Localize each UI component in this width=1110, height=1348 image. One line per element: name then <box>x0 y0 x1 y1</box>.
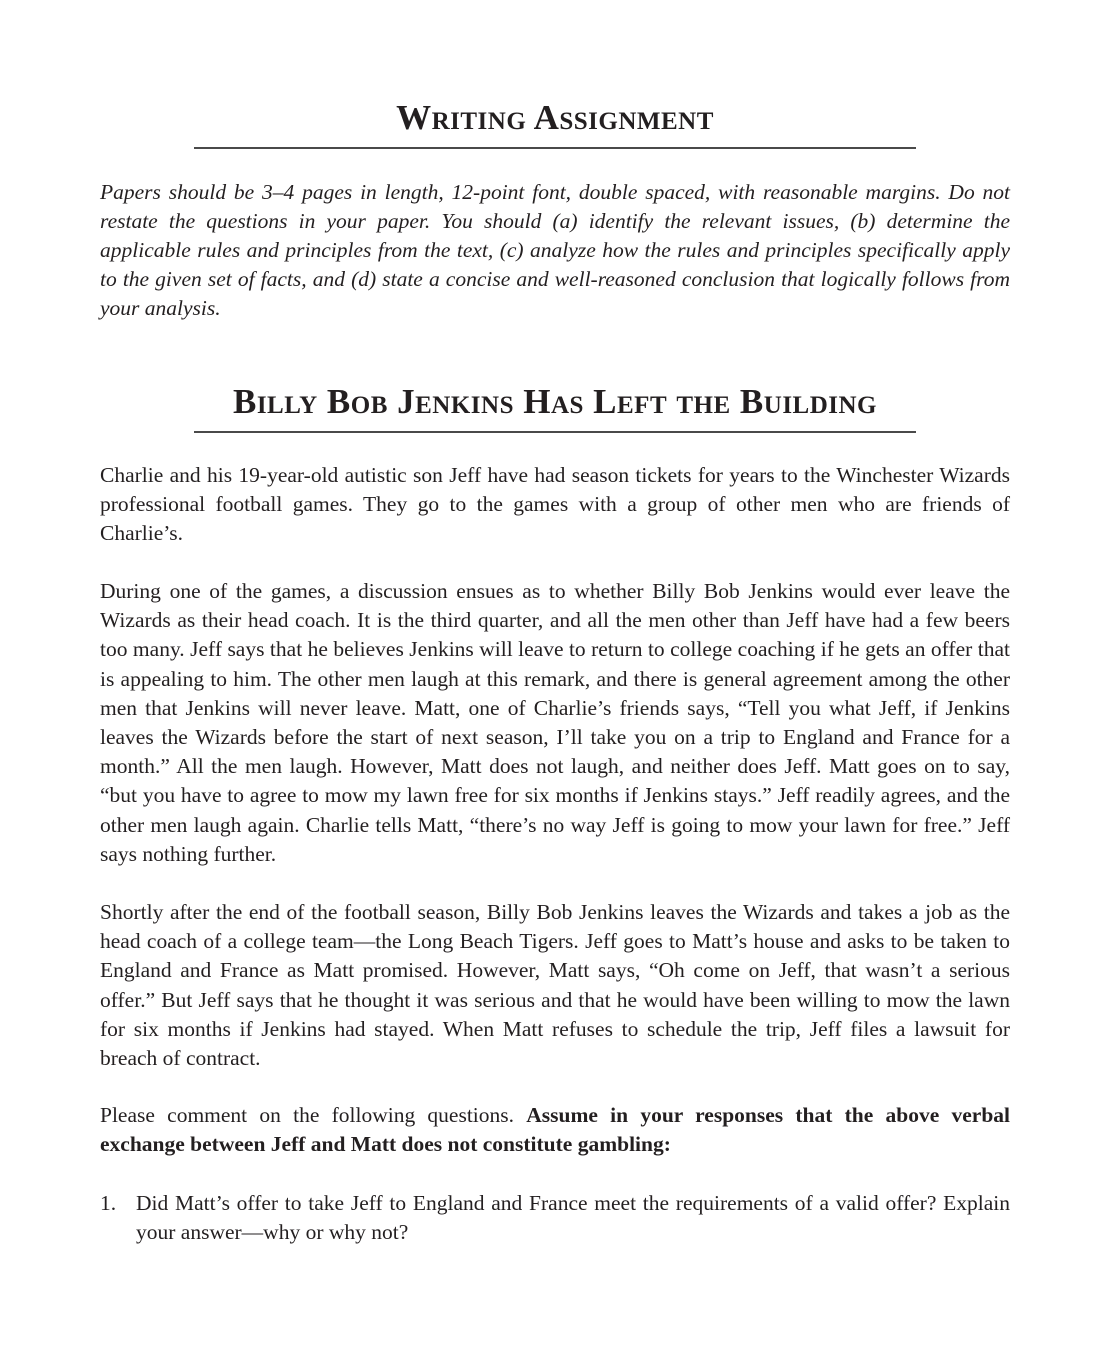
question-text: Did Matt’s offer to take Jeff to England and France meet the requirements of a valid offer? Explain your answer—why or why not? <box>136 1191 1010 1245</box>
heading-divider <box>194 147 916 149</box>
question-item <box>100 1189 1010 1247</box>
questions-prompt <box>100 1101 1010 1159</box>
prompt-assumption: Assume in your responses that the above verbal exchange between Jeff and Matt does not constitute gambling: <box>100 1103 1011 1157</box>
case-title-divider <box>194 431 916 433</box>
case-paragraph: Charlie and his 19-year-old autistic son Jeff have had season tickets for years to the Winchester Wizards professional football games. They go to the games with a group of other men who are friends of Charlie’s. <box>100 463 1010 546</box>
writing-assignment-heading: Writing Assignment <box>396 98 714 137</box>
prompt-intro: Please comment on the following questions. <box>100 1103 527 1127</box>
assignment-instructions: Papers should be 3–4 pages in length, 12-point font, double spaced, with reasonable margins. Do not restate the questions in your paper. You should (a) identify the relevant issues, (b) determine the applicable rules and principles from the text, (c) analyze how the rules and principles specifically apply to the given set of facts, and (d) state a concise and well-reasoned conclusion that logically follows from your analysis. <box>100 180 1010 320</box>
question-list <box>100 1189 1010 1247</box>
case-paragraph: Shortly after the end of the football season, Billy Bob Jenkins leaves the Wizards and takes a job as the head coach of a college team—the Long Beach Tigers. Jeff goes to Matt’s house and asks to be taken to England and France as Matt promised. However, Matt says, “Oh come on Jeff, that wasn’t a serious offer.” But Jeff says that he thought it was serious and that he would have been willing to mow the lawn for six months if Jenkins had stayed. When Matt refuses to schedule the trip, Jeff files a lawsuit for breach of contract. <box>100 900 1010 1071</box>
question-number: 1. <box>100 1191 117 1215</box>
case-title: Billy Bob Jenkins Has Left the Building <box>232 382 878 421</box>
case-paragraph: During one of the games, a discussion ensues as to whether Billy Bob Jenkins would ever leave the Wizards as their head coach. It is the third quarter, and all the men other than Jeff have had a few beers too many. Jeff says that he believes Jenkins will leave to return to college coaching if he gets an offer that is appealing to him. The other men laugh at this remark, and there is general agreement among the other men that Jenkins will never leave. Matt, one of Charlie’s friends says, “Tell you what Jeff, if Jenkins leaves the Wizards before the start of next season, I’ll take you on a trip to England and France for a month.” All the men laugh. However, Matt does not laugh, and neither does Jeff. Matt goes on to say, “but you have to agree to mow my lawn free for six months if Jenkins stays.” Jeff readily agrees, and the other men laugh again. Charlie tells Matt, “there’s no way Jeff is going to mow your lawn for free.” Jeff says nothing further. <box>100 579 1010 866</box>
